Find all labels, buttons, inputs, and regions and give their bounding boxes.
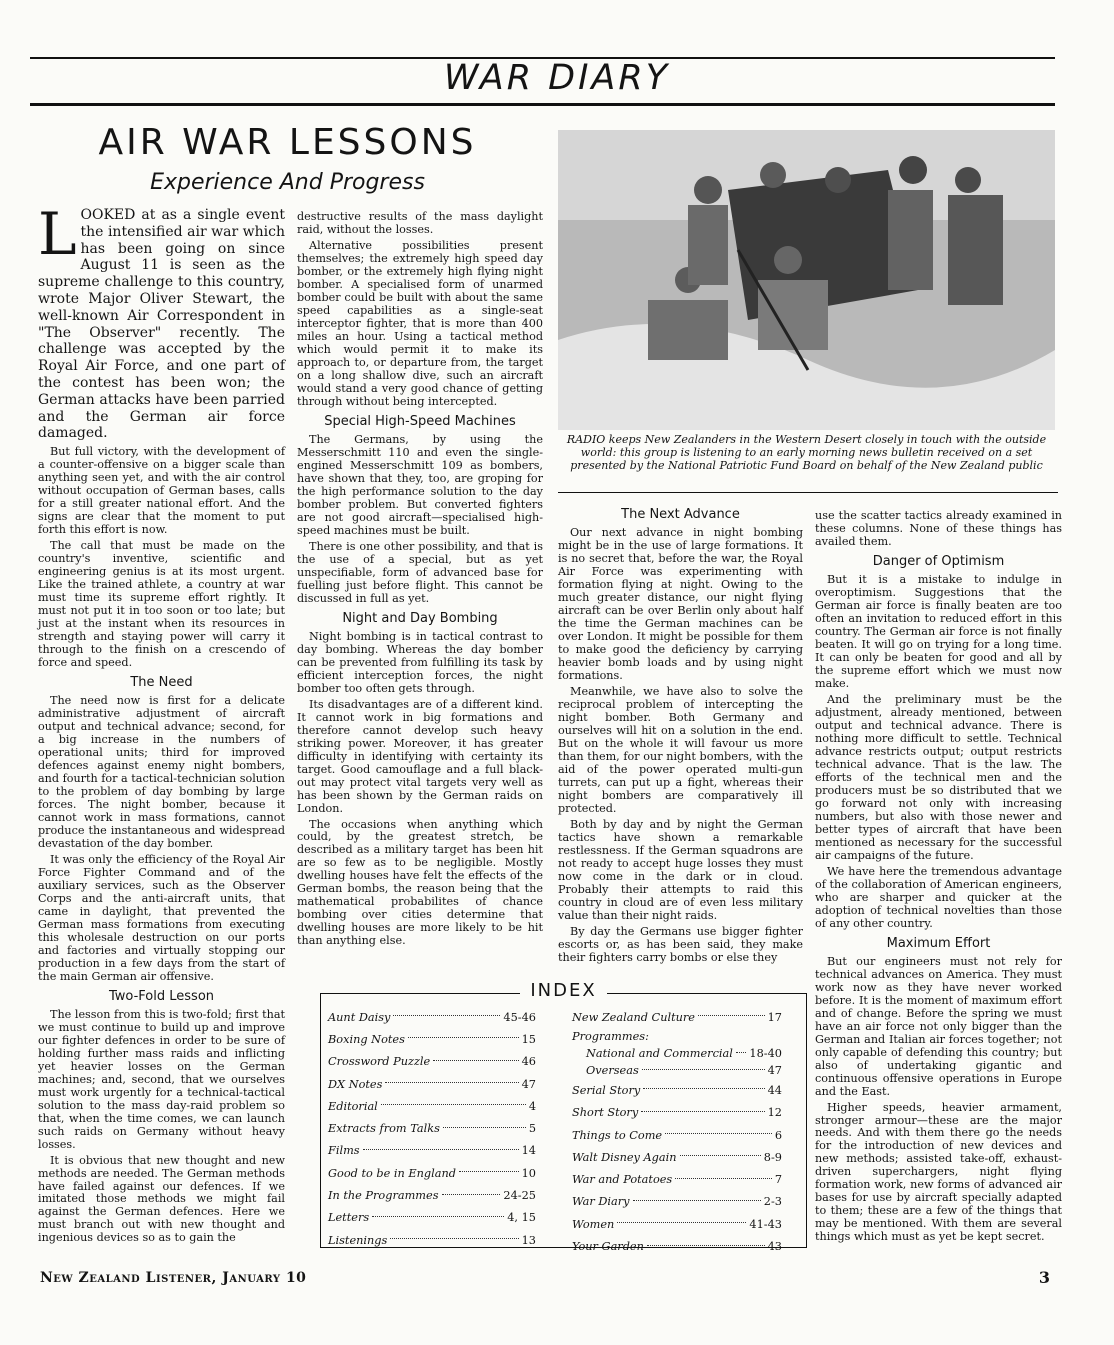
- header-bottom-rule: [30, 103, 1055, 106]
- paragraph: We have here the tremendous advantage of the collaboration of American engineers, who are sharper and quicker at the adoption of technical novelties than those of any other country.: [815, 864, 1062, 930]
- paragraph: The occasions when anything which could, by the greatest stretch, be described as a military target has been hit are so few as to be negligible. Mostly dwelling houses have felt the effects of the German bombs, the reason being that the mathematical probabilites of chance bombing over cities determine that dwelling houses are more likely to be hit than anything else.: [297, 817, 543, 948]
- index-entry[interactable]: New Zealand Culture 17: [572, 1010, 782, 1024]
- column-3: [558, 507, 803, 967]
- paragraph: Higher speeds, heavier armament, stronger armour—these are the major needs. And with them there go the needs for the introduction of new devices and new methods; assisted take-off, exhaust-driven superchargers, night flying formation work, new forms of advanced air bases for use by aircraft specially adapted to them; these are a few of the things that may be mentioned. With them are several things which must as yet be kept secret.: [815, 1100, 1062, 1244]
- index-entry[interactable]: Good to be in England 10: [328, 1166, 536, 1180]
- index-entry[interactable]: Crossword Puzzle 46: [328, 1055, 536, 1069]
- subheading-next-advance: The Next Advance: [621, 507, 740, 522]
- column-4: [815, 509, 1062, 1246]
- paragraph: But our engineers must not rely for technical advances on America. They must work now as they have never worked before. It is the moment of maximum effort and of change. Before the spring we must have an air force not only bigger than the German and Italian air forces together; not only capable of defending this country; but also of undertaking gigantic and continuous offensive operations in Europe and the East.: [815, 954, 1062, 1098]
- subheading-special-high-speed: Special High-Speed Machines: [324, 413, 516, 429]
- index-entry[interactable]: War and Potatoes 7: [572, 1173, 782, 1187]
- column-2: [297, 210, 543, 950]
- paragraph: use the scatter tactics already examined in these columns. None of these things has availed them.: [815, 509, 1062, 548]
- index-entry[interactable]: Listenings 13: [328, 1233, 536, 1247]
- paragraph: Alternative possibilities present themselves; the extremely high speed day bomber, or the extremely high flying night bomber. A specialised form of unarmed bomber could be built with about the same speed capabilities as a single-seat interceptor fighter, that is more than 400 miles an hour. Using a tactical method which would permit it to make its approach to, or departure from, the target on a long shallow dive, such an aircraft would stand a very good chance of getting through without being intercepted.: [297, 238, 543, 408]
- index-entry[interactable]: National and Commercial 18-40: [586, 1047, 782, 1061]
- paragraph: Meanwhile, we have also to solve the reciprocal problem of intercepting the night bomber. Both Germany and ourselves will hit on a solution in the end. But on the whole it will favour us more than them, for our night bombers, with the aid of the power operated multi-gun turrets, can put up a fight, whereas their night bombers are comparatively ill protected.: [558, 684, 803, 815]
- paragraph: The lesson from this is two-fold; first that we must continue to build up and improve our fighter defences in order to be sure of holding further mass raids and inflicting yet heavier losses on the German machines; and, second, that we ourselves must work urgently for a technical-tactical solution to the mass day-raid problem so that, when the time comes, we can launch such raids on Germany without heavy losses.: [38, 1007, 285, 1151]
- paragraph: By day the Germans use bigger fighter escorts or, as has been said, they make their fighters carry bombs or else they: [558, 924, 803, 964]
- index-right-list: [572, 1006, 782, 1258]
- index-entry[interactable]: In the Programmes 24-25: [328, 1189, 536, 1203]
- article-subheadline: Experience And Progress: [150, 170, 425, 195]
- caption-rule: [558, 492, 1058, 493]
- paragraph: Both by day and by night the German tactics have shown a remarkable restlessness. If the German squadrons are not ready to accept huge losses they must now come in the dark or in cloud. Probably their attempts to raid this country in cloud are of even less military value than their night raids.: [558, 817, 803, 922]
- paragraph: It is obvious that new thought and new methods are needed. The German methods have failed against our defences. If we imitated those methods we might fail against the German defences. Here we must branch out with new thought and ingenious devices so as to gain the: [38, 1153, 285, 1245]
- paragraph: destructive results of the mass daylight raid, without the losses.: [297, 210, 543, 236]
- section-title: WAR DIARY: [443, 58, 671, 98]
- index-entry[interactable]: Boxing Notes 15: [328, 1032, 536, 1046]
- paragraph: It was only the efficiency of the Royal Air Force Fighter Command and of the auxiliary services, such as the Observer Corps and the anti-aircraft units, that came in daylight, that prevented the German mass formations from executing this wholesale destruction on our ports and factories and virtually stopping our production in a few days from the start of the main German air offensive.: [38, 852, 285, 983]
- index-left-list: [328, 1006, 536, 1251]
- subheading-night-and-day: Night and Day Bombing: [342, 610, 498, 626]
- radio-group-photo: [558, 130, 1055, 430]
- subheading-the-need: The Need: [130, 674, 193, 690]
- paragraph: But full victory, with the development of a counter-offensive on a bigger scale than anything seen yet, and with the air control without occupation of German bases, calls for a still greater national effort. And the signs are clear that the moment to put forth this effort is now.: [38, 445, 285, 537]
- paragraph: Night bombing is in tactical contrast to day bombing. Whereas the day bomber can be prevented from fulfilling its task by efficient interception forces, the night bomber too often gets through.: [297, 629, 543, 695]
- paragraph: The call that must be made on the country's inventive, scientific and engineering genius is at its most urgent. Like the trained athlete, a country at war must time its supreme effort rightly. It must not put it in too soon or too late; but just at the instant when its resources in strength and staying power will carry it through to the finish on a crescendo of force and speed.: [38, 539, 285, 669]
- index-entry[interactable]: Overseas 47: [586, 1064, 782, 1078]
- paragraph: The need now is first for a delicate administrative adjustment of aircraft output and technical advance; second, for a big increase in the numbers of operational units; third for improved defences against enemy night bombers, and fourth for a tactical-technician solution to the problem of day bombing by large forces. The night bomber, because it cannot work in mass formations, cannot produce the instantaneous and widespread devastation of the day bomber.: [38, 693, 286, 850]
- index-entry[interactable]: Walt Disney Again 8-9: [572, 1150, 782, 1164]
- index-entry[interactable]: Aunt Daisy 45-46: [328, 1010, 536, 1024]
- paragraph: Its disadvantages are of a different kind. It cannot work in big formations and therefore cannot develop such heavy striking power. Moreover, it has greater difficulty in identifying with certainty its target. Good camouflage and a full black-out may protect vital targets very well as has been shown by the German raids on London.: [297, 697, 543, 815]
- paragraph: But it is a mistake to indulge in overoptimism. Suggestions that the German air force is finally beaten are too often an invitation to reduced effort in this country. The German air force is not finally beaten. It will go on trying for a long time. It can only be beaten for good and all by the supreme effort which we must now make.: [815, 573, 1062, 690]
- photo-illustration: [558, 130, 1055, 430]
- subheading-two-fold-lesson: Two-Fold Lesson: [108, 988, 215, 1004]
- article-headline: AIR WAR LESSONS: [98, 122, 477, 163]
- paragraph: Our next advance in night bombing might be in the use of large formations. It is no secret that, before the war, the Royal Air Force was experimenting with formation flying at night. Owing to the much greater distance, our night flying aircraft can be over Berlin only about half the time the German machines can be over London. It might be possible for them to make good the deficiency by carrying heavier bomb loads and by using night formations.: [558, 526, 803, 682]
- index-entry[interactable]: Extracts from Talks 5: [328, 1122, 536, 1136]
- column-1: [38, 200, 286, 1247]
- lead-text: OOKED at as a single event the intensified air war which has been going on since August 11 is seen as the supreme challenge to this country, wrote Major Oliver Stewart, the well-known Air Correspondent in "The Observer" recently. The challenge was accepted by the Royal Air Force, and one part of the contest has been won; the German attacks have been parried and the German air force damaged.: [38, 207, 285, 442]
- index-entry[interactable]: Editorial 4: [328, 1099, 536, 1113]
- index-entry[interactable]: Short Story 12: [572, 1106, 782, 1120]
- paragraph: The Germans, by using the Messerschmitt 110 and even the single-engined Messerschmitt 109 as bombers, have shown that they, too, are groping for the high performance solution to the day bomber problem. But converted fighters are not good aircraft—specialised high-speed machines must be built.: [297, 432, 543, 537]
- paragraph: And the preliminary must be the adjustment, already mentioned, between output and technical advance. There is nothing more difficult to settle. Technical advance restricts output; output restricts technical advance. That is the law. The efforts of the technical men and the producers must be so distributed that we go forward not only with increasing numbers, but also with those newer and better types of aircraft that have been mentioned as necessary for the successful air campaigns of the future.: [815, 692, 1062, 862]
- photo-caption: RADIO keeps New Zealanders in the Western Desert closely in touch with the outside world: this group is listening to an early morning news bulletin received on a set presented by the National Patriotic Fund Board on behalf of the New Zealand public: [566, 433, 1047, 473]
- subheading-danger-of-optimism: Danger of Optimism: [872, 553, 1005, 569]
- index-entry[interactable]: Women 41-43: [572, 1217, 782, 1231]
- subheading-maximum-effort: Maximum Effort: [886, 935, 991, 951]
- index-entry[interactable]: Films 14: [328, 1144, 536, 1158]
- lead-paragraph: [38, 200, 285, 442]
- index-entry[interactable]: Your Garden 43: [572, 1240, 782, 1254]
- index-programmes-label: Programmes:: [572, 1030, 649, 1044]
- index-entry[interactable]: Things to Come 6: [572, 1128, 782, 1142]
- page-number: 3: [1038, 1268, 1050, 1287]
- index-entry[interactable]: War Diary 2-3: [572, 1195, 782, 1209]
- index-entry[interactable]: Serial Story 44: [572, 1083, 782, 1097]
- index-title-text: INDEX: [520, 980, 606, 1001]
- paragraph: There is one other possibility, and that is the use of a special, but as yet unspecifiable, form of advanced base for fuelling just before flight. This cannot be discussed in full as yet.: [297, 539, 543, 605]
- index-entry[interactable]: DX Notes 47: [328, 1077, 536, 1091]
- index-title: [320, 980, 807, 1001]
- drop-cap: L: [38, 200, 77, 268]
- footer-publication: New Zealand Listener, January 10: [40, 1270, 307, 1286]
- index-entry[interactable]: Letters 4, 15: [328, 1211, 536, 1225]
